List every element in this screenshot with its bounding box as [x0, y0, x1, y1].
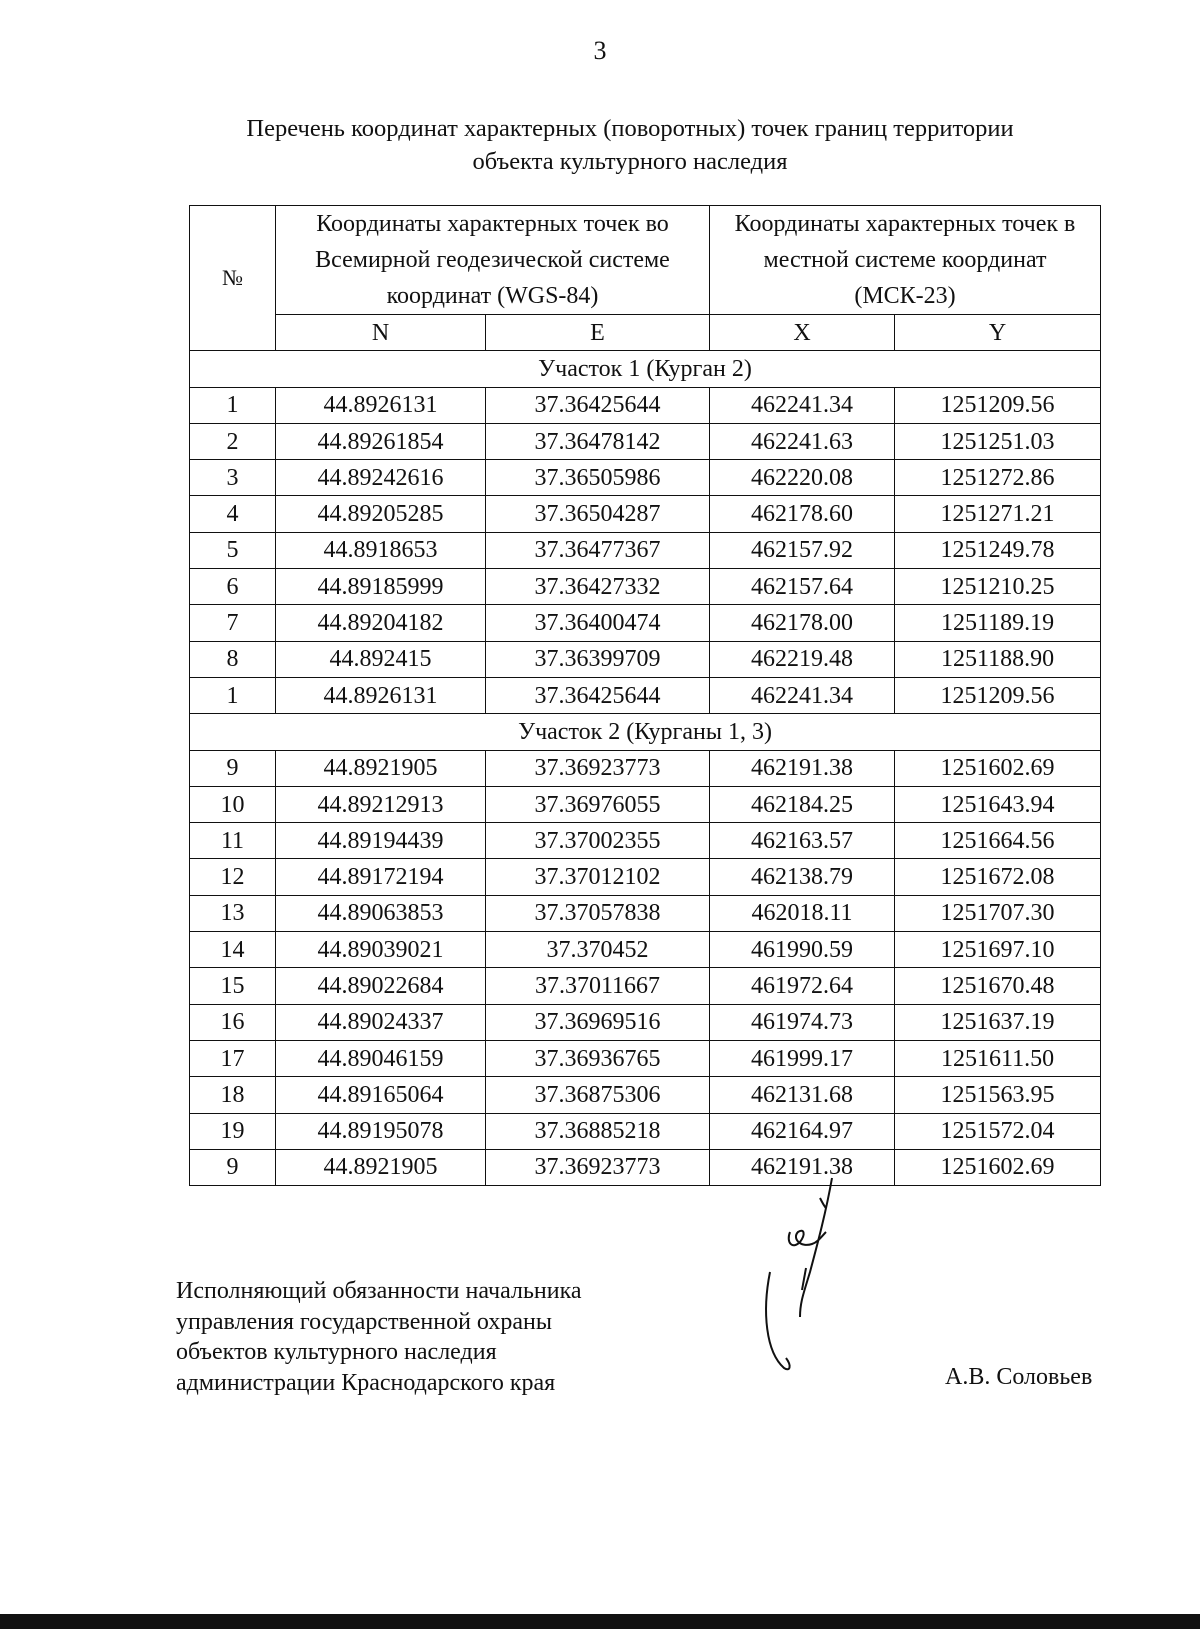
longitude-e-cell: 37.36505986 — [486, 460, 710, 496]
point-number-cell: 4 — [190, 496, 276, 532]
coord-y-cell: 1251707.30 — [895, 895, 1101, 931]
column-header-e: E — [486, 315, 710, 351]
point-number-cell: 7 — [190, 605, 276, 641]
table-row — [190, 569, 1101, 605]
coord-x-cell: 462163.57 — [710, 823, 895, 859]
coord-y-cell: 1251189.19 — [895, 605, 1101, 641]
latitude-n-cell: 44.89172194 — [276, 859, 486, 895]
position-line: управления государственной охраны — [176, 1308, 552, 1335]
latitude-n-cell: 44.89205285 — [276, 496, 486, 532]
column-header-row — [190, 315, 1101, 351]
table-row — [190, 496, 1101, 532]
coord-x-cell: 462157.64 — [710, 569, 895, 605]
point-number-cell: 17 — [190, 1040, 276, 1076]
longitude-e-cell: 37.36885218 — [486, 1113, 710, 1149]
position-line: Исполняющий обязанности начальника — [176, 1278, 582, 1304]
table-row — [190, 750, 1101, 786]
longitude-e-cell: 37.36976055 — [486, 786, 710, 822]
section-header-row — [190, 351, 1101, 387]
coord-y-cell: 1251188.90 — [895, 641, 1101, 677]
point-number-cell: 2 — [190, 423, 276, 459]
table-row — [190, 423, 1101, 459]
point-number-cell: 14 — [190, 932, 276, 968]
longitude-e-cell: 37.37011667 — [486, 968, 710, 1004]
point-number-cell: 15 — [190, 968, 276, 1004]
latitude-n-cell: 44.89024337 — [276, 1004, 486, 1040]
latitude-n-cell: 44.89063853 — [276, 895, 486, 931]
latitude-n-cell: 44.89261854 — [276, 423, 486, 459]
table-row — [190, 532, 1101, 568]
coord-y-cell: 1251209.56 — [895, 677, 1101, 713]
table-row — [190, 387, 1101, 423]
title-line-1: Перечень координат характерных (поворотных) точек границ территории — [246, 115, 1014, 142]
section-header-row — [190, 714, 1101, 750]
latitude-n-cell: 44.8926131 — [276, 677, 486, 713]
longitude-e-cell: 37.36425644 — [486, 677, 710, 713]
coord-x-cell: 461990.59 — [710, 932, 895, 968]
header-row — [190, 206, 1101, 315]
handwritten-signature — [760, 1172, 890, 1372]
coordinates-table — [189, 205, 1101, 1186]
point-number-cell: 10 — [190, 786, 276, 822]
point-number-cell: 5 — [190, 532, 276, 568]
point-number-cell: 16 — [190, 1004, 276, 1040]
scan-edge-bar — [0, 1614, 1200, 1629]
longitude-e-cell: 37.37002355 — [486, 823, 710, 859]
column-header-n: N — [276, 315, 486, 351]
coord-y-cell: 1251697.10 — [895, 932, 1101, 968]
wgs84-group-header: Координаты характерных точек во Всемирной геодезической системе координат (WGS-84) — [276, 206, 710, 315]
coord-x-cell: 462138.79 — [710, 859, 895, 895]
latitude-n-cell: 44.8921905 — [276, 1149, 486, 1185]
point-number-cell: 1 — [190, 677, 276, 713]
column-header-x: X — [710, 315, 895, 351]
longitude-e-cell: 37.37057838 — [486, 895, 710, 931]
latitude-n-cell: 44.89039021 — [276, 932, 486, 968]
table-row — [190, 1040, 1101, 1076]
coord-y-cell: 1251664.56 — [895, 823, 1101, 859]
table-row — [190, 641, 1101, 677]
longitude-e-cell: 37.36923773 — [486, 1149, 710, 1185]
latitude-n-cell: 44.89022684 — [276, 968, 486, 1004]
table-row — [190, 823, 1101, 859]
latitude-n-cell: 44.8918653 — [276, 532, 486, 568]
latitude-n-cell: 44.892415 — [276, 641, 486, 677]
latitude-n-cell: 44.89212913 — [276, 786, 486, 822]
coord-x-cell: 462157.92 — [710, 532, 895, 568]
coord-y-cell: 1251209.56 — [895, 387, 1101, 423]
longitude-e-cell: 37.37012102 — [486, 859, 710, 895]
coord-y-cell: 1251670.48 — [895, 968, 1101, 1004]
coord-y-cell: 1251602.69 — [895, 1149, 1101, 1185]
point-number-cell: 1 — [190, 387, 276, 423]
table-row — [190, 605, 1101, 641]
point-number-cell: 6 — [190, 569, 276, 605]
coord-x-cell: 462241.34 — [710, 387, 895, 423]
signer-name: А.В. Соловьев — [945, 1364, 1093, 1390]
longitude-e-cell: 37.36399709 — [486, 641, 710, 677]
section-title: Участок 2 (Курганы 1, 3) — [190, 714, 1101, 750]
coord-y-cell: 1251572.04 — [895, 1113, 1101, 1149]
section-title: Участок 1 (Курган 2) — [190, 351, 1101, 387]
longitude-e-cell: 37.36504287 — [486, 496, 710, 532]
coord-y-cell: 1251602.69 — [895, 750, 1101, 786]
coord-x-cell: 462184.25 — [710, 786, 895, 822]
column-header-y: Y — [895, 315, 1101, 351]
coord-x-cell: 462220.08 — [710, 460, 895, 496]
coord-y-cell: 1251563.95 — [895, 1077, 1101, 1113]
longitude-e-cell: 37.36478142 — [486, 423, 710, 459]
coord-x-cell: 461999.17 — [710, 1040, 895, 1076]
latitude-n-cell: 44.89185999 — [276, 569, 486, 605]
coord-x-cell: 462131.68 — [710, 1077, 895, 1113]
coord-y-cell: 1251210.25 — [895, 569, 1101, 605]
latitude-n-cell: 44.89242616 — [276, 460, 486, 496]
point-number-cell: 9 — [190, 750, 276, 786]
table-row — [190, 677, 1101, 713]
longitude-e-cell: 37.36425644 — [486, 387, 710, 423]
page-number: 3 — [593, 36, 607, 65]
coord-x-cell: 462191.38 — [710, 1149, 895, 1185]
point-number-cell: 11 — [190, 823, 276, 859]
number-column-header: № — [190, 206, 276, 351]
coord-x-cell: 462164.97 — [710, 1113, 895, 1149]
point-number-cell: 3 — [190, 460, 276, 496]
coord-x-cell: 462191.38 — [710, 750, 895, 786]
coord-x-cell: 462219.48 — [710, 641, 895, 677]
latitude-n-cell: 44.89195078 — [276, 1113, 486, 1149]
longitude-e-cell: 37.370452 — [486, 932, 710, 968]
coord-y-cell: 1251672.08 — [895, 859, 1101, 895]
longitude-e-cell: 37.36969516 — [486, 1004, 710, 1040]
point-number-cell: 18 — [190, 1077, 276, 1113]
latitude-n-cell: 44.89194439 — [276, 823, 486, 859]
table-row — [190, 460, 1101, 496]
coord-x-cell: 462241.34 — [710, 677, 895, 713]
table-row — [190, 1077, 1101, 1113]
longitude-e-cell: 37.36875306 — [486, 1077, 710, 1113]
table-row — [190, 968, 1101, 1004]
coord-y-cell: 1251272.86 — [895, 460, 1101, 496]
latitude-n-cell: 44.89165064 — [276, 1077, 486, 1113]
longitude-e-cell: 37.36923773 — [486, 750, 710, 786]
title-line-2: объекта культурного наследия — [472, 148, 788, 175]
coord-y-cell: 1251251.03 — [895, 423, 1101, 459]
table-row — [190, 932, 1101, 968]
longitude-e-cell: 37.36477367 — [486, 532, 710, 568]
coord-x-cell: 462018.11 — [710, 895, 895, 931]
coord-y-cell: 1251271.21 — [895, 496, 1101, 532]
coord-y-cell: 1251637.19 — [895, 1004, 1101, 1040]
longitude-e-cell: 37.36427332 — [486, 569, 710, 605]
point-number-cell: 12 — [190, 859, 276, 895]
coord-y-cell: 1251643.94 — [895, 786, 1101, 822]
coord-x-cell: 461972.64 — [710, 968, 895, 1004]
latitude-n-cell: 44.89204182 — [276, 605, 486, 641]
table-body — [190, 206, 1101, 1186]
coord-y-cell: 1251249.78 — [895, 532, 1101, 568]
msk23-group-header: Координаты характерных точек в местной системе координат (МСК-23) — [710, 206, 1101, 315]
coord-y-cell: 1251611.50 — [895, 1040, 1101, 1076]
document-title — [150, 112, 1110, 178]
table-row — [190, 1149, 1101, 1185]
coord-x-cell: 462178.00 — [710, 605, 895, 641]
table-row — [190, 859, 1101, 895]
latitude-n-cell: 44.8921905 — [276, 750, 486, 786]
longitude-e-cell: 37.36400474 — [486, 605, 710, 641]
table-row — [190, 895, 1101, 931]
point-number-cell: 9 — [190, 1149, 276, 1185]
longitude-e-cell: 37.36936765 — [486, 1040, 710, 1076]
coord-x-cell: 462241.63 — [710, 423, 895, 459]
table-row — [190, 1113, 1101, 1149]
coord-x-cell: 461974.73 — [710, 1004, 895, 1040]
latitude-n-cell: 44.8926131 — [276, 387, 486, 423]
position-line: администрации Краснодарского края — [176, 1369, 556, 1396]
point-number-cell: 13 — [190, 895, 276, 931]
table-row — [190, 786, 1101, 822]
coord-x-cell: 462178.60 — [710, 496, 895, 532]
signatory-position — [176, 1276, 696, 1398]
latitude-n-cell: 44.89046159 — [276, 1040, 486, 1076]
point-number-cell: 19 — [190, 1113, 276, 1149]
table-row — [190, 1004, 1101, 1040]
point-number-cell: 8 — [190, 641, 276, 677]
position-line: объектов культурного наследия — [176, 1339, 497, 1365]
